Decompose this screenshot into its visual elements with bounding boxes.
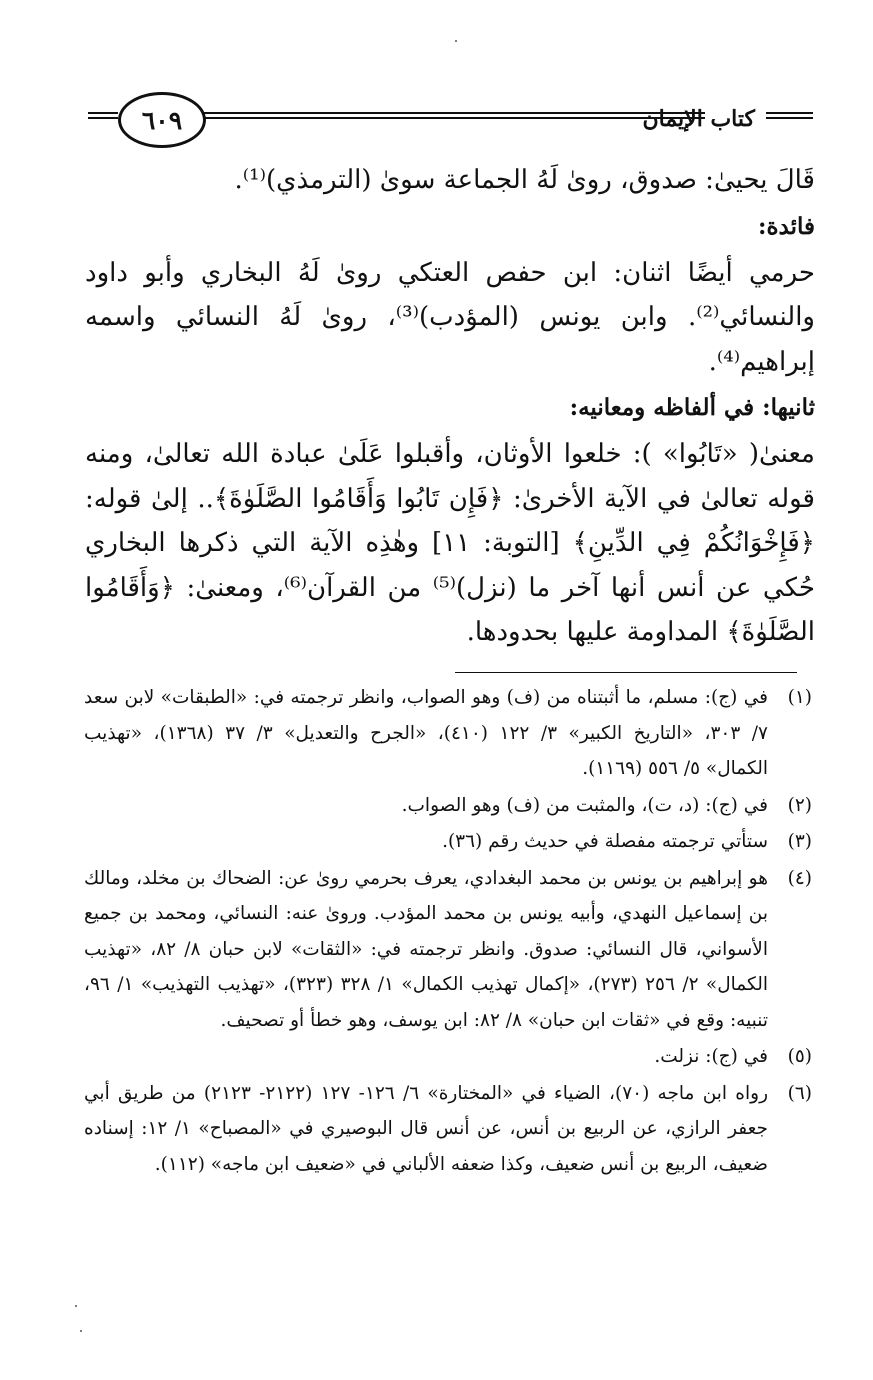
scan-speck <box>80 1330 82 1332</box>
heading-meanings: ثانيها: في ألفاظه ومعانيه: <box>569 394 815 421</box>
footnote-number: (٥) <box>787 1046 812 1067</box>
footnote-number: (٢) <box>787 794 812 816</box>
header-rule-right <box>766 112 813 119</box>
paragraph-harami: حرمي أيضًا اثنان: ابن حفص العتكي روىٰ لَهُ البخاري وأبو داود والنسائي⁽²⁾. وابن يونس (المؤدب)⁽³⁾، روىٰ لَهُ النسائي واسمه إبراهيم⁽⁴⁾. <box>85 257 815 377</box>
footnote-number: (٦) <box>787 1082 812 1104</box>
footnote-1 <box>84 680 812 787</box>
footnote-number: (١) <box>787 687 812 708</box>
footnote-text: هو إبراهيم بن يونس بن محمد البغدادي، يعرف بحرمي روىٰ عن: الضحاك بن مخلد، ومالك بن إسماعيل النهدي، وأبيه يونس بن محمد المؤدب. وروىٰ عنه: النسائي، ومحمد بن جميع الأسواني، قال النسائي: صدوق. وانظر ترجمته في: «الثقات» لابن حبان ٨/ ٨٢، «تهذيب الكمال» ٢/ ٢٥٦ (٢٧٣)، «إكمال تهذيب الكمال» ١/ ٣٢٨ (٣٢٣)، «تهذيب التهذيب» ١/ ٩٦، تنبيه: وقع في «ثقات ابن حبان» ٨/ ٨٢: ابن يوسف، وهو خطأ أو تصحيف. <box>84 867 768 1031</box>
scan-speck <box>75 1305 77 1307</box>
header-rule-middle <box>200 112 705 119</box>
footnote-4 <box>84 861 812 1039</box>
heading-fayda: فائدة: <box>757 212 815 240</box>
header-rule-left <box>88 112 118 119</box>
chapter-title: كتاب الإيمان <box>642 106 755 132</box>
page-header <box>88 88 813 150</box>
footnote-number: (٤) <box>787 867 812 889</box>
page-number-oval <box>118 92 206 148</box>
main-text <box>85 158 815 655</box>
paragraph-meanings: معنىٰ( «تَابُوا» ): خلعوا الأوثان، وأقبلوا عَلَىٰ عبادة الله تعالىٰ، ومنه قوله تعالىٰ في الآية الأخرىٰ: ﴿فَإِن تَابُوا وَأَقَامُوا الصَّلَوٰةَ﴾.. إلىٰ قوله: ﴿فَإِخْوَانُكُمْ فِي الدِّينِ﴾ [التوبة: ١١] وهٰذِه الآية التي ذكرها البخاري حُكي عن أنس أنها آخر ما (نزل)⁽⁵⁾ من القرآن⁽⁶⁾، ومعنىٰ: ﴿وَأَقَامُوا الصَّلَوٰةَ﴾ المداومة عليها بحدودها. <box>85 439 815 647</box>
page-number: ٦٠٩ <box>141 105 183 135</box>
footnotes <box>84 680 812 1183</box>
footnote-5 <box>84 1039 812 1075</box>
footnote-number: (٣) <box>787 831 812 852</box>
footnote-text: في (ج): مسلم، ما أثبتناه من (ف) وهو الصواب، وانظر ترجمته في: «الطبقات» لابن سعد ٧/ ٣٠٣، «التاريخ الكبير» ٣/ ١٢٢ (٤١٠)، «الجرح والتعديل» ٣/ ٣٧ (١٣٦٨)، «تهذيب الكمال» ٥/ ٥٥٦ (١١٦٩). <box>84 687 768 779</box>
footnote-6 <box>84 1076 812 1183</box>
footnote-separator <box>455 672 797 673</box>
footnote-2 <box>84 788 812 824</box>
footnote-text: ستأتي ترجمته مفصلة في حديث رقم (٣٦). <box>442 831 768 852</box>
footnote-3 <box>84 824 812 860</box>
scan-speck <box>455 40 457 42</box>
footnote-text: في (ج): (د، ت)، والمثبت من (ف) وهو الصواب. <box>401 794 768 816</box>
footnote-text: في (ج): نزلت. <box>654 1046 768 1067</box>
paragraph-yahya: قَالَ يحيىٰ: صدوق، روىٰ لَهُ الجماعة سوىٰ (الترمذي)⁽¹⁾. <box>234 165 815 195</box>
footnote-text: رواه ابن ماجه (٧٠)، الضياء في «المختارة» ٦/ ١٢٦- ١٢٧ (٢١٢٢- ٢١٢٣) من طريق أبي جعفر الرازي، عن الربيع بن أنس، عن أنس قال البوصيري في «المصباح» ١/ ١٢: إسناده ضعيف، الربيع بن أنس ضعيف، وكذا ضعفه الألباني في «ضعيف ابن ماجه» (١١٢). <box>84 1082 769 1175</box>
